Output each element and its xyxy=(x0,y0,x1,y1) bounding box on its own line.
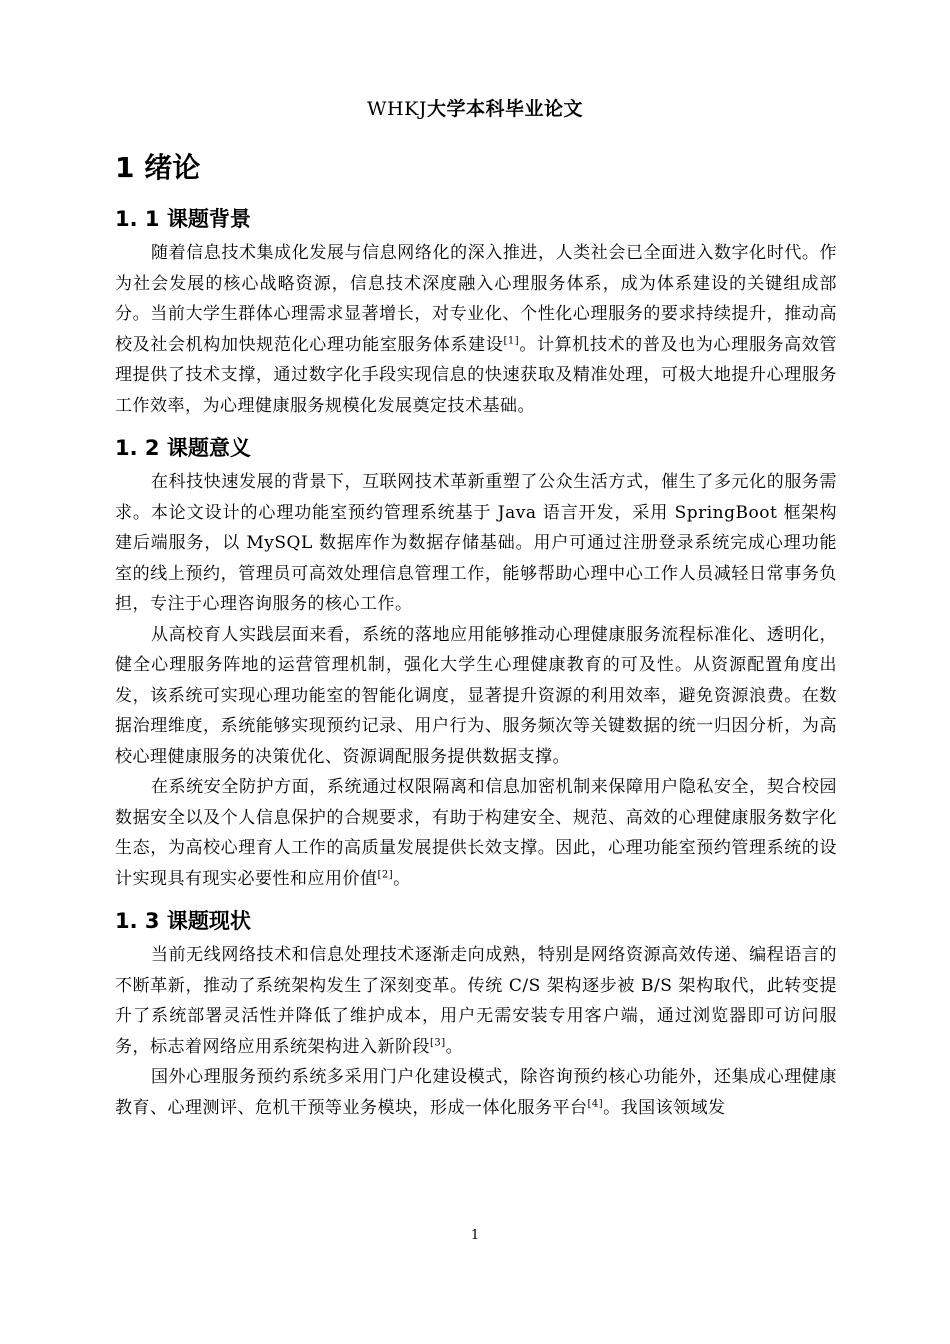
page-number: 1 xyxy=(470,1228,480,1243)
citation-ref: [4] xyxy=(587,1097,604,1109)
paragraph: 在系统安全防护方面，系统通过权限隔离和信息加密机制来保障用户隐私安全，契合校园数据安全以及个人信息保护的合规要求，有助于构建安全、规范、高效的心理健康服务数字化生态，为高校心理育人工作的高质量发展提供长效支撑。因此，心理功能室预约管理系统的设计实现具有现实必要性和应用价值[2]。 xyxy=(115,777,837,889)
header-title: 大学本科毕业论文 xyxy=(426,98,583,120)
section-title-significance: 1. 2 课题意义 xyxy=(115,436,251,460)
section-title-status: 1. 3 课题现状 xyxy=(115,909,251,933)
citation-ref: [2] xyxy=(377,868,394,880)
header-prefix: WHKJ xyxy=(367,98,427,120)
paragraph: 随着信息技术集成化发展与信息网络化的深入推进，人类社会已全面进入数字化时代。作为社会发展的核心战略资源，信息技术深度融入心理服务体系，成为体系建设的关键组成部分。当前大学生群体心理需求显著增长，对专业化、个性化心理服务的要求持续提升，推动高校及社会机构加快规范化心理功能室服务体系建设[1]。计算机技术的普及也为心理服务高效管理提供了技术支撑，通过数字化手段实现信息的快速获取及精准处理，可极大地提升心理服务工作效率，为心理健康服务规模化发展奠定技术基础。 xyxy=(115,243,838,416)
paragraph: 在科技快速发展的背景下，互联网技术革新重塑了公众生活方式，催生了多元化的服务需求。本论文设计的心理功能室预约管理系统基于 Java 语言开发，采用 SpringBoot 框架构建后端服务，以 MySQL 数据库作为数据存储基础。用户可通过注册登录系统完成心理功能室的线上预约，管理员可高效处理信息管理工作，能够帮助心理中心工作人员减轻日常事务负担，专注于心理咨询服务的核心工作。 xyxy=(115,472,837,614)
running-header xyxy=(0,96,950,122)
chapter-title: 1 绪论 xyxy=(115,151,201,184)
paragraph: 当前无线网络技术和信息处理技术逐渐走向成熟，特别是网络资源高效传递、编程语言的不断革新，推动了系统架构发生了深刻变革。传统 C/S 架构逐步被 B/S 架构取代，此转变提升了系统部署灵活性并降低了维护成本，用户无需安装专用客户端，通过浏览器即可访问服务，标志着网络应用系统架构进入新阶段[3]。 xyxy=(115,945,837,1057)
section-title-background: 1. 1 课题背景 xyxy=(115,207,251,231)
paragraph: 从高校育人实践层面来看，系统的落地应用能够推动心理健康服务流程标准化、透明化，健全心理服务阵地的运营管理机制，强化大学生心理健康教育的可及性。从资源配置角度出发，该系统可实现心理功能室的智能化调度，显著提升资源的利用效率，避免资源浪费。在数据治理维度，系统能够实现预约记录、用户行为、服务频次等关键数据的统一归因分析，为高校心理健康服务的决策优化、资源调配服务提供数据支撑。 xyxy=(115,624,837,767)
body-content xyxy=(115,142,837,1123)
citation-ref: [3] xyxy=(430,1036,446,1048)
citation-ref: [1] xyxy=(503,334,520,346)
paragraph: 国外心理服务预约系统多采用门户化建设模式，除咨询预约核心功能外，还集成心理健康教育、心理测评、危机干预等业务模块，形成一体化服务平台[4]。我国该领域发 xyxy=(115,1067,837,1118)
